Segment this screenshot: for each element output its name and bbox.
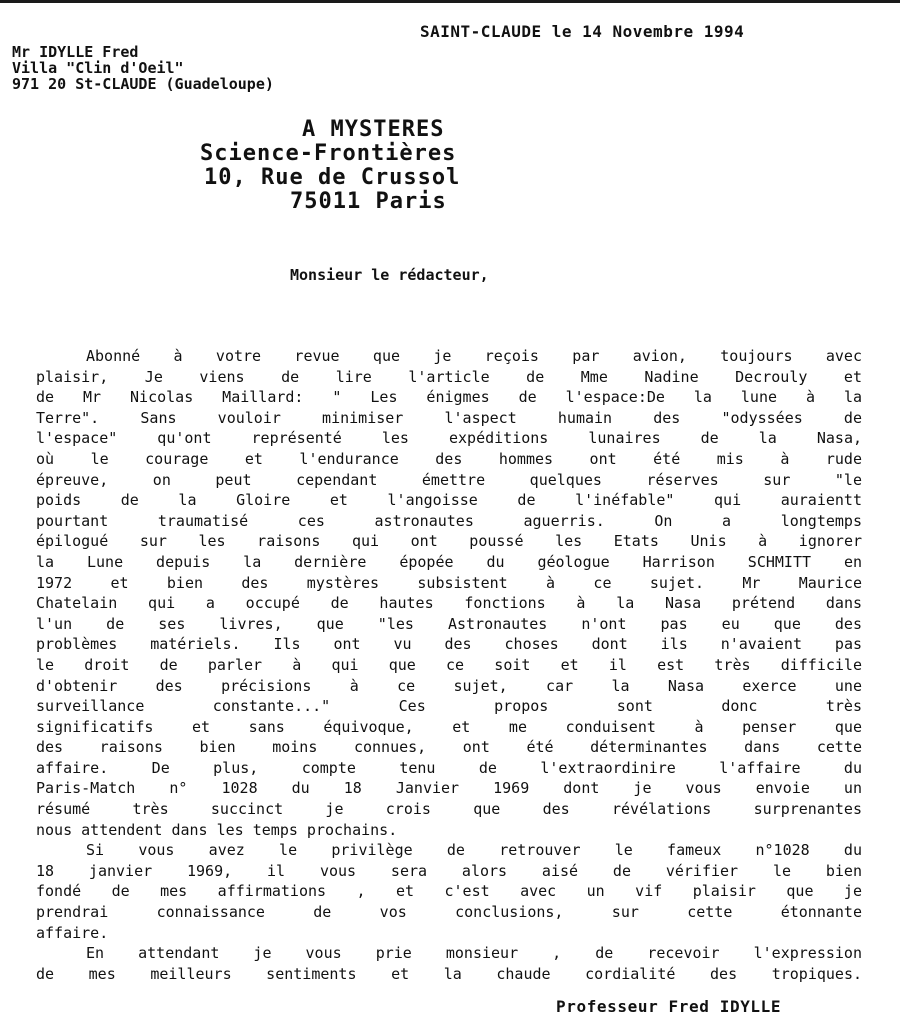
body-line: Chatelain qui a occupé de hautes fonctions à la Nasa prétend dans (36, 594, 862, 613)
body-line: nous attendent dans les temps prochains. (36, 820, 398, 839)
letter-body (36, 346, 862, 984)
body-line: Paris-Match n° 1028 du 18 Janvier 1969 dont je vous envoie un (36, 779, 862, 798)
body-line: Si vous avez le privilège de retrouver le fameux n°1028 du (86, 841, 862, 860)
sender-name: Mr IDYLLE Fred (12, 43, 139, 61)
signature: Professeur Fred IDYLLE (556, 997, 782, 1016)
body-line: l'un de ses livres, que "les Astronautes n'ont pas eu que des (36, 614, 862, 633)
body-line: l'espace" qu'ont représenté les expéditions lunaires de la Nasa, (36, 429, 862, 448)
page-top-edge (0, 0, 900, 3)
recipient-address-block (200, 118, 680, 214)
body-line: Abonné à votre revue que je reçois par avion, toujours avec (86, 347, 862, 365)
body-line: affaire. De plus, compte tenu de l'extraordinire l'affaire du (36, 758, 862, 777)
body-line: de Mr Nicolas Maillard: " Les énigmes de l'espace:De la lune à la (36, 388, 862, 407)
body-line: significatifs et sans équivoque, et me conduisent à penser que (36, 717, 862, 736)
body-line: épreuve, on peut cependant émettre quelques réserves sur "le (36, 470, 862, 489)
body-line: Terre". Sans vouloir minimiser l'aspect humain des "odyssées de (36, 408, 862, 427)
sender-city: 971 20 St-CLAUDE (Guadeloupe) (12, 75, 274, 93)
letter-date-line: SAINT-CLAUDE le 14 Novembre 1994 (420, 22, 745, 41)
sender-address-block (12, 44, 274, 92)
body-line: où le courage et l'endurance des hommes ont été mis à rude (36, 449, 862, 468)
body-line: de mes meilleurs sentiments et la chaude cordialité des tropiques. (36, 964, 862, 983)
body-line: En attendant je vous prie monsieur , de recevoir l'expression (86, 944, 862, 963)
body-line: plaisir, Je viens de lire l'article de Mme Nadine Decrouly et (36, 367, 862, 386)
body-line: pourtant traumatisé ces astronautes aguerris. On a longtemps (36, 511, 862, 530)
sender-villa: Villa "Clin d'Oeil" (12, 59, 184, 77)
body-line: la Lune depuis la dernière épopée du géologue Harrison SCHMITT en (36, 552, 862, 571)
body-line: épilogué sur les raisons qui ont poussé les Etats Unis à ignorer (36, 532, 862, 551)
body-line: 18 janvier 1969, il vous sera alors aisé de vérifier le bien (36, 861, 862, 880)
body-line: des raisons bien moins connues, ont été déterminantes dans cette (36, 738, 862, 757)
body-line: surveillance constante..." Ces propos sont donc très (36, 697, 862, 716)
recipient-line-3: 10, Rue de Crussol (204, 165, 461, 190)
body-line: 1972 et bien des mystères subsistent à ce sujet. Mr Maurice (36, 573, 862, 592)
recipient-line-1: A MYSTERES (302, 117, 445, 142)
recipient-line-2: Science-Frontières (200, 141, 457, 166)
body-line: résumé très succinct je crois que des révélations surprenantes (36, 800, 862, 819)
salutation: Monsieur le rédacteur, (290, 266, 489, 284)
body-line: problèmes matériels. Ils ont vu des choses dont ils n'avaient pas (36, 635, 862, 654)
body-line: affaire. (36, 923, 109, 942)
body-line: prendrai connaissance de vos conclusions, sur cette étonnante (36, 903, 862, 922)
body-line: d'obtenir des précisions à ce sujet, car la Nasa exerce une (36, 676, 862, 695)
body-line: le droit de parler à qui que ce soit et il est très difficile (36, 655, 862, 674)
body-line: fondé de mes affirmations , et c'est avec un vif plaisir que je (36, 882, 862, 901)
body-line: poids de la Gloire et l'angoisse de l'inéfable" qui auraientt (36, 491, 862, 510)
recipient-line-4: 75011 Paris (290, 189, 447, 214)
